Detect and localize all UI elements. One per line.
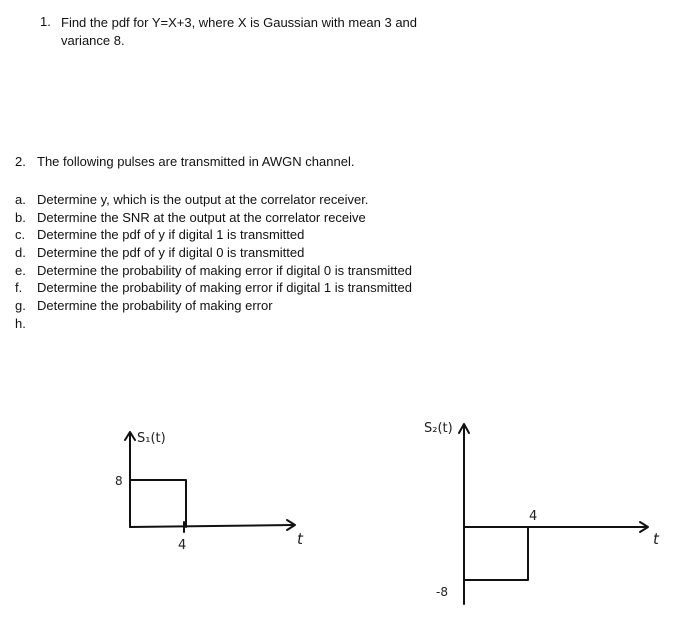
part-letter: c. <box>15 227 26 242</box>
part-letter: h. <box>15 316 26 331</box>
figure-2-ylabel: S₂(t) <box>424 421 453 436</box>
question-2-number: 2. <box>15 154 26 169</box>
figure-2-amplitude-label: -8 <box>436 585 448 599</box>
part-text: Determine the probability of making error if digital 1 is transmitted <box>37 280 412 295</box>
figure-1-pulse-shape <box>130 480 186 527</box>
part-letter: f. <box>15 280 23 295</box>
part-letter: d. <box>15 245 26 260</box>
part-letter: a. <box>15 192 26 207</box>
figure-2-time-label: 4 <box>529 509 538 524</box>
figure-2-pulse <box>459 424 648 604</box>
figure-1-pulse <box>125 432 295 532</box>
figure-1-amplitude-label: 8 <box>115 474 123 488</box>
question-1-number: 1. <box>40 14 51 29</box>
part-text: Determine the pdf of y if digital 1 is transmitted <box>37 227 305 242</box>
part-letter: g. <box>15 298 26 313</box>
part-text: Determine the SNR at the output at the correlator receive <box>37 210 366 225</box>
figure-1-x-axis <box>130 525 293 527</box>
part-text: Determine the probability of making error <box>37 298 273 313</box>
part-text: Determine the pdf of y if digital 0 is transmitted <box>37 245 305 260</box>
figure-1-xlabel: t <box>297 530 303 548</box>
figure-2-xlabel: t <box>653 530 659 548</box>
part-letter: e. <box>15 263 26 278</box>
part-letter: b. <box>15 210 26 225</box>
part-text: Determine the probability of making error if digital 0 is transmitted <box>37 263 412 278</box>
figure-1-time-label: 4 <box>178 538 187 553</box>
question-1-text-line-1: Find the pdf for Y=X+3, where X is Gaussian with mean 3 and <box>61 15 418 30</box>
figure-1-ylabel: S₁(t) <box>137 431 166 446</box>
question-1-text-line-2: variance 8. <box>61 33 125 48</box>
part-text: Determine y, which is the output at the correlator receiver. <box>37 192 369 207</box>
figure-2-pulse-shape <box>464 527 528 580</box>
question-2-text: The following pulses are transmitted in AWGN channel. <box>37 154 355 169</box>
